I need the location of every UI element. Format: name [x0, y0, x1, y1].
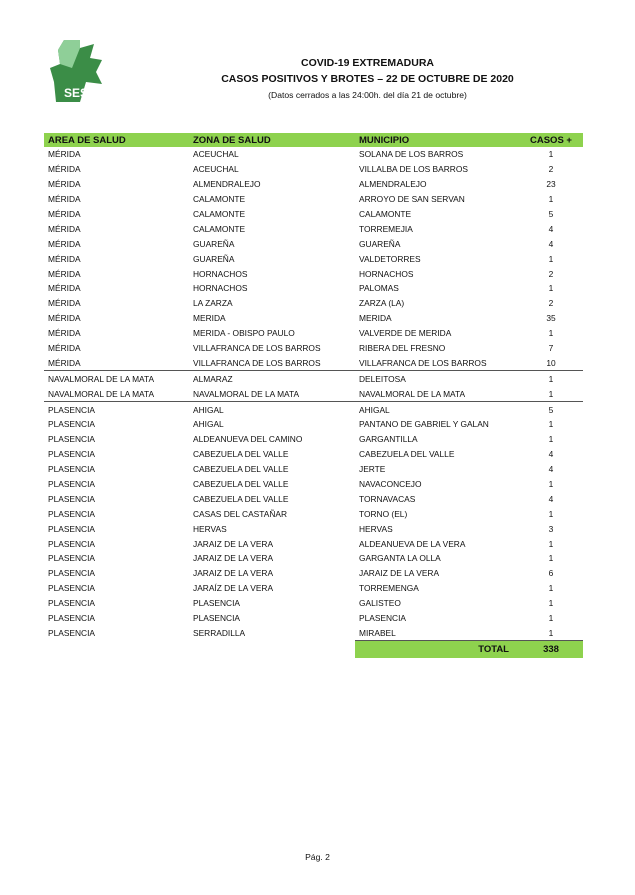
- table-row: [44, 162, 583, 177]
- cell-municipio: VILLAFRANCA DE LOS BARROS: [359, 357, 487, 368]
- cell-zona: HORNACHOS: [193, 283, 248, 294]
- cell-area: MÉRIDA: [48, 253, 81, 264]
- cell-municipio: SOLANA DE LOS BARROS: [359, 149, 464, 160]
- table-row: [44, 371, 583, 386]
- cell-area: MÉRIDA: [48, 283, 81, 294]
- table-row: [44, 386, 583, 401]
- cell-zona: GUAREÑA: [193, 238, 235, 249]
- table-row: [44, 477, 583, 492]
- cell-municipio: VALVERDE DE MERIDA: [359, 328, 452, 339]
- cell-area: PLASENCIA: [48, 583, 96, 594]
- cell-area: MÉRIDA: [48, 298, 81, 309]
- cell-municipio: JERTE: [359, 464, 386, 475]
- cell-casos: 1: [548, 388, 554, 399]
- cell-casos: 2: [548, 298, 554, 309]
- page-subtitle: CASOS POSITIVOS Y BROTES – 22 DE OCTUBRE DE 2020: [221, 73, 514, 85]
- cell-area: PLASENCIA: [48, 493, 96, 504]
- cell-municipio: ALMENDRALEJO: [359, 179, 427, 190]
- table-row: [44, 177, 583, 192]
- table-row: [44, 236, 583, 251]
- cell-casos: 10: [546, 357, 556, 368]
- cell-casos: 1: [548, 553, 554, 564]
- table-row: [44, 296, 583, 311]
- table-row: [44, 341, 583, 356]
- cell-zona: LA ZARZA: [193, 298, 233, 309]
- table-row: [44, 221, 583, 236]
- cell-municipio: GARGANTILLA: [359, 434, 418, 445]
- cell-zona: VILLAFRANCA DE LOS BARROS: [193, 357, 321, 368]
- cell-area: MÉRIDA: [48, 223, 81, 234]
- cell-municipio: ARROYO DE SAN SERVAN: [359, 194, 465, 205]
- cell-casos: 1: [548, 283, 554, 294]
- col-header-casos: CASOS +: [519, 133, 583, 147]
- cell-area: NAVALMORAL DE LA MATA: [44, 371, 189, 386]
- cell-area: PLASENCIA: [48, 464, 96, 475]
- cell-casos: 4: [548, 449, 554, 460]
- cell-zona: ALMARAZ: [189, 371, 355, 386]
- cell-zona: HERVAS: [193, 523, 227, 534]
- cell-area: PLASENCIA: [48, 449, 96, 460]
- cell-casos: 1: [519, 371, 583, 386]
- table-row: [44, 355, 583, 370]
- cell-casos: 1: [548, 613, 554, 624]
- cell-casos: 1: [548, 149, 554, 160]
- cell-municipio: HORNACHOS: [359, 268, 414, 279]
- total-row: [44, 641, 583, 659]
- cell-zona: ALMENDRALEJO: [193, 179, 261, 190]
- cell-zona: CABEZUELA DEL VALLE: [193, 479, 289, 490]
- cell-municipio: GUAREÑA: [359, 238, 401, 249]
- cell-zona: CASAS DEL CASTAÑAR: [193, 508, 288, 519]
- cell-casos: 7: [548, 343, 554, 354]
- cell-municipio: VILLALBA DE LOS BARROS: [359, 164, 468, 175]
- cell-casos: 1: [548, 419, 554, 430]
- cell-casos: 5: [519, 402, 583, 417]
- table-row: [44, 147, 583, 162]
- total-value: 338: [519, 641, 583, 659]
- cell-casos: 1: [548, 253, 554, 264]
- cell-municipio: DELEITOSA: [355, 371, 519, 386]
- table-row: [44, 462, 583, 477]
- cell-area: PLASENCIA: [48, 479, 96, 490]
- table-row: [44, 266, 583, 281]
- cell-municipio: RIBERA DEL FRESNO: [359, 343, 446, 354]
- total-spacer: [189, 641, 355, 659]
- table-row: [44, 417, 583, 432]
- cell-casos: 1: [548, 194, 554, 205]
- table-row: [44, 581, 583, 596]
- cell-zona: HORNACHOS: [193, 268, 248, 279]
- col-header-zona: ZONA DE SALUD: [189, 133, 355, 147]
- cell-municipio: PANTANO DE GABRIEL Y GALAN: [359, 419, 489, 430]
- cell-municipio: PALOMAS: [359, 283, 399, 294]
- cell-zona: CALAMONTE: [193, 223, 246, 234]
- cell-municipio: MERIDA: [359, 313, 392, 324]
- total-spacer: [44, 641, 189, 659]
- cell-casos: 35: [546, 313, 556, 324]
- cell-zona: ACEUCHAL: [193, 149, 239, 160]
- cell-casos: 2: [548, 164, 554, 175]
- cell-zona: ACEUCHAL: [193, 164, 239, 175]
- table-row: [44, 506, 583, 521]
- cell-casos: 4: [548, 493, 554, 504]
- cell-area: MÉRIDA: [48, 313, 81, 324]
- cell-area: MÉRIDA: [48, 179, 81, 190]
- cell-area: PLASENCIA: [48, 553, 96, 564]
- cell-casos: 1: [548, 598, 554, 609]
- cell-zona: AHIGAL: [189, 402, 355, 417]
- cell-casos: 2: [548, 268, 554, 279]
- table-row: [44, 251, 583, 266]
- cell-area: MÉRIDA: [48, 268, 81, 279]
- total-label: TOTAL: [355, 641, 519, 659]
- table-row: [44, 536, 583, 551]
- cell-area: MÉRIDA: [48, 357, 81, 368]
- cell-casos: 6: [548, 568, 554, 579]
- cell-zona: PLASENCIA: [193, 613, 241, 624]
- cell-zona: AHIGAL: [193, 419, 224, 430]
- cell-municipio: CALAMONTE: [359, 209, 412, 219]
- page-title: COVID-19 EXTREMADURA: [300, 57, 434, 69]
- table-row: [44, 447, 583, 462]
- cell-area: MÉRIDA: [48, 149, 81, 160]
- cell-zona: SERRADILLA: [193, 628, 246, 639]
- table-row: [44, 192, 583, 207]
- cell-casos: 5: [548, 209, 554, 219]
- cell-area: PLASENCIA: [48, 434, 96, 445]
- col-header-municipio: MUNICIPIO: [355, 133, 519, 147]
- cell-area: PLASENCIA: [48, 568, 96, 579]
- cell-area: MÉRIDA: [48, 328, 81, 339]
- table-row: [44, 551, 583, 566]
- table-row: [44, 626, 583, 641]
- cell-area: PLASENCIA: [48, 613, 96, 624]
- cell-zona: CABEZUELA DEL VALLE: [193, 449, 289, 460]
- table-row: [44, 432, 583, 447]
- cell-area: PLASENCIA: [48, 508, 96, 519]
- table-header-row: [44, 133, 583, 147]
- cell-zona: JARAIZ DE LA VERA: [193, 568, 274, 579]
- cell-municipio: TORNO (EL): [359, 508, 408, 519]
- table-row: [44, 566, 583, 581]
- cell-area: PLASENCIA: [44, 402, 189, 417]
- cell-zona: VILLAFRANCA DE LOS BARROS: [193, 343, 321, 354]
- table-row: [44, 596, 583, 611]
- cell-casos: 3: [548, 523, 554, 534]
- cell-casos: 4: [548, 238, 554, 249]
- table-row: [44, 281, 583, 296]
- cell-area: MÉRIDA: [48, 238, 81, 249]
- cell-municipio: ALDEANUEVA DE LA VERA: [359, 538, 466, 549]
- cell-zona: CABEZUELA DEL VALLE: [193, 493, 289, 504]
- cell-municipio: JARAIZ DE LA VERA: [359, 568, 440, 579]
- ses-logo: [50, 38, 102, 104]
- cell-casos: 1: [548, 434, 554, 445]
- cell-municipio: VALDETORRES: [359, 253, 421, 264]
- cell-municipio: MIRABEL: [359, 627, 396, 638]
- table-row: [44, 326, 583, 341]
- cell-zona: JARAIZ DE LA VERA: [193, 553, 274, 564]
- cell-area: MÉRIDA: [48, 164, 81, 175]
- cell-zona: GUAREÑA: [193, 253, 235, 264]
- data-note: (Datos cerrados a las 24:00h. del día 21 de octubre): [268, 90, 467, 100]
- cell-area: NAVALMORAL DE LA MATA: [48, 388, 155, 399]
- cell-zona: NAVALMORAL DE LA MATA: [193, 388, 300, 399]
- cell-municipio: TORREMENGA: [359, 583, 419, 594]
- cell-casos: 1: [548, 479, 554, 490]
- cell-casos: 23: [546, 179, 556, 190]
- cell-municipio: TORREMEJIA: [359, 223, 413, 234]
- cell-casos: 4: [548, 464, 554, 475]
- cell-zona: CALAMONTE: [193, 209, 246, 219]
- logo-text: SES: [64, 86, 89, 100]
- cell-area: MÉRIDA: [48, 194, 81, 205]
- cell-casos: 4: [548, 223, 554, 234]
- cell-area: PLASENCIA: [48, 598, 96, 609]
- cell-zona: JARAIZ DE LA VERA: [193, 538, 274, 549]
- cell-zona: ALDEANUEVA DEL CAMINO: [193, 434, 303, 445]
- cell-area: MÉRIDA: [48, 209, 81, 219]
- page-number: Pág. 2: [305, 852, 330, 862]
- cell-casos: 1: [548, 583, 554, 594]
- table-row: [44, 491, 583, 506]
- table-row: [44, 311, 583, 326]
- cell-casos: 1: [548, 627, 554, 638]
- cases-table: [44, 133, 583, 658]
- cell-zona: MERIDA: [193, 313, 226, 324]
- table-row: [44, 521, 583, 536]
- cell-municipio: NAVACONCEJO: [359, 479, 422, 490]
- cell-municipio: AHIGAL: [355, 402, 519, 417]
- table-row: [44, 402, 583, 417]
- col-header-area: AREA DE SALUD: [44, 133, 189, 147]
- cell-municipio: ZARZA (LA): [359, 298, 405, 309]
- cell-municipio: NAVALMORAL DE LA MATA: [359, 388, 466, 399]
- cell-area: MÉRIDA: [48, 343, 81, 354]
- cell-zona: CALAMONTE: [193, 194, 246, 205]
- table-row: [44, 611, 583, 626]
- cell-area: PLASENCIA: [48, 523, 96, 534]
- cell-zona: PLASENCIA: [193, 598, 241, 609]
- table-row: [44, 207, 583, 222]
- cell-zona: MERIDA - OBISPO PAULO: [193, 328, 295, 339]
- cell-casos: 1: [548, 328, 554, 339]
- cell-municipio: GARGANTA LA OLLA: [359, 553, 441, 564]
- cell-municipio: GALISTEO: [359, 598, 401, 609]
- cell-casos: 1: [548, 538, 554, 549]
- cell-zona: CABEZUELA DEL VALLE: [193, 464, 289, 475]
- cell-area: PLASENCIA: [48, 538, 96, 549]
- cell-municipio: HERVAS: [359, 523, 393, 534]
- cell-area: PLASENCIA: [48, 628, 96, 639]
- cell-zona: JARAÍZ DE LA VERA: [193, 583, 274, 594]
- cell-municipio: PLASENCIA: [359, 613, 407, 624]
- cell-casos: 1: [548, 508, 554, 519]
- cell-municipio: CABEZUELA DEL VALLE: [359, 449, 455, 460]
- cell-municipio: TORNAVACAS: [359, 493, 416, 504]
- cell-area: PLASENCIA: [48, 419, 96, 430]
